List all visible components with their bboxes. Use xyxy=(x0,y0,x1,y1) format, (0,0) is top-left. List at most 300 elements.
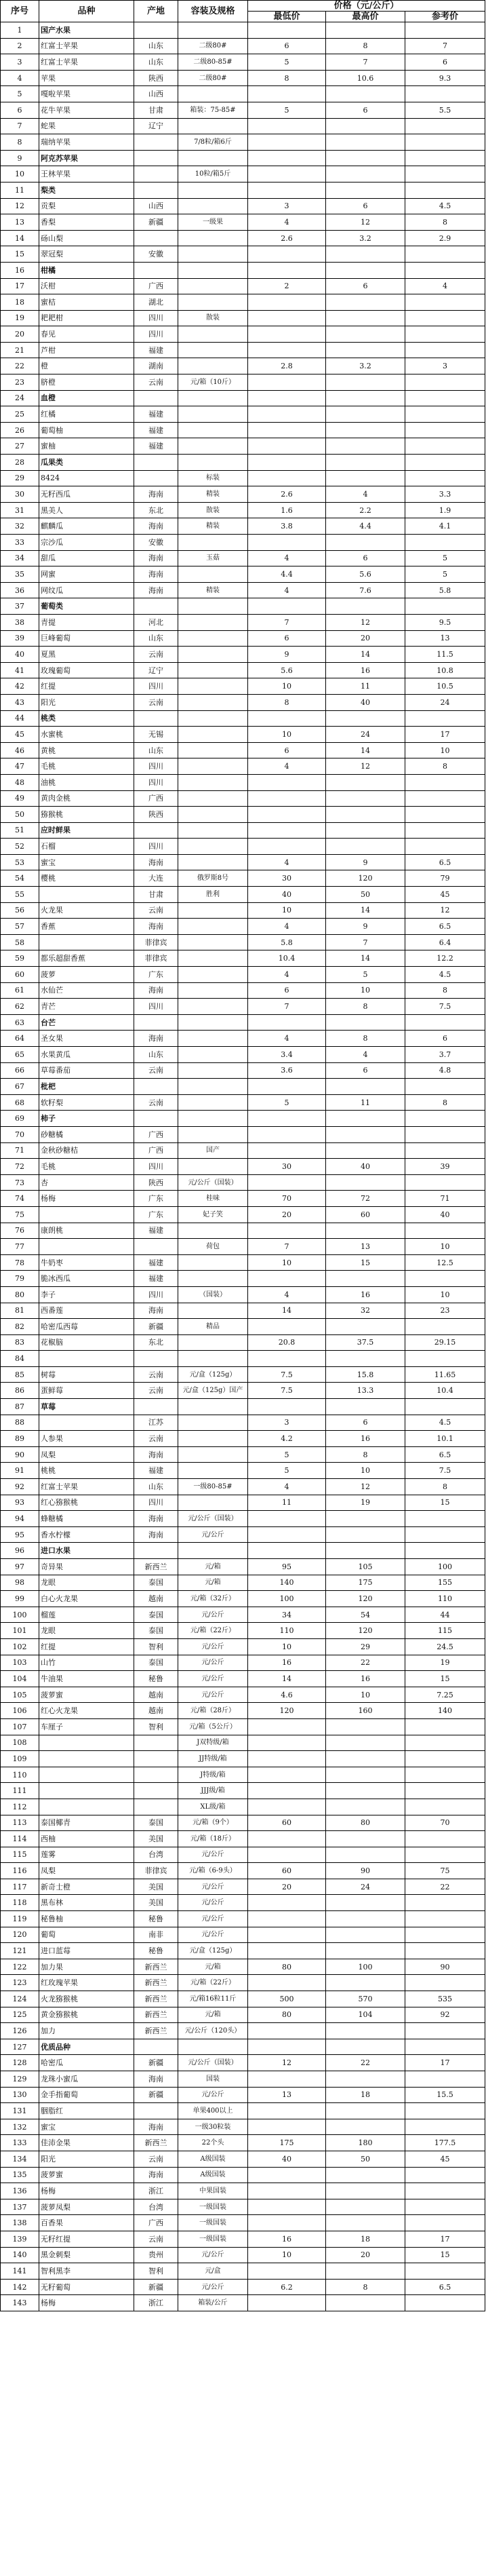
cell-spec: 元/公斤 xyxy=(178,1879,248,1895)
cell-origin: 云南 xyxy=(134,694,178,710)
cell-ref xyxy=(405,2183,485,2199)
cell-spec: 元/公斤 xyxy=(178,2279,248,2295)
cell-spec xyxy=(178,1431,248,1447)
cell-origin xyxy=(134,1351,178,1367)
cell-no: 2 xyxy=(1,38,39,54)
cell-no: 72 xyxy=(1,1159,39,1175)
cell-name: 都乐超甜香蕉 xyxy=(39,950,134,967)
cell-hi: 16 xyxy=(326,1431,405,1447)
table-row xyxy=(1,182,485,198)
cell-no: 44 xyxy=(1,710,39,727)
table-row xyxy=(1,310,485,326)
cell-lo: 6 xyxy=(248,38,326,54)
cell-origin: 福建 xyxy=(134,1463,178,1479)
cell-ref: 1.9 xyxy=(405,502,485,518)
cell-origin: 海南 xyxy=(134,1031,178,1047)
table-row xyxy=(1,1191,485,1207)
cell-spec: 二级80# xyxy=(178,38,248,54)
table-row xyxy=(1,727,485,743)
cell-ref: 45 xyxy=(405,887,485,903)
cell-name: 百香果 xyxy=(39,2215,134,2231)
cell-ref xyxy=(405,2023,485,2039)
cell-no: 29 xyxy=(1,470,39,486)
cell-name: 葡萄类 xyxy=(39,598,134,615)
cell-no: 26 xyxy=(1,422,39,438)
table-row xyxy=(1,342,485,358)
cell-origin: 海南 xyxy=(134,566,178,583)
cell-ref xyxy=(405,1735,485,1751)
cell-origin xyxy=(134,1735,178,1751)
cell-origin: 福建 xyxy=(134,422,178,438)
cell-spec: 二级80-85# xyxy=(178,54,248,71)
cell-ref: 79 xyxy=(405,870,485,887)
table-row xyxy=(1,1815,485,1831)
cell-lo: 4 xyxy=(248,550,326,566)
cell-name xyxy=(39,1767,134,1783)
cell-lo xyxy=(248,1847,326,1863)
cell-lo: 11 xyxy=(248,1495,326,1511)
cell-name: 苹果 xyxy=(39,70,134,86)
cell-ref xyxy=(405,774,485,790)
cell-spec xyxy=(178,710,248,727)
cell-hi: 10 xyxy=(326,982,405,999)
cell-name: 红富士苹果 xyxy=(39,54,134,71)
cell-name: 奇异果 xyxy=(39,1559,134,1575)
cell-origin: 新西兰 xyxy=(134,2135,178,2151)
cell-name: 血橙 xyxy=(39,390,134,406)
cell-no: 102 xyxy=(1,1638,39,1655)
cell-no: 38 xyxy=(1,614,39,630)
cell-hi xyxy=(326,1399,405,1415)
cell-ref xyxy=(405,839,485,855)
cell-origin: 新西兰 xyxy=(134,1959,178,1975)
cell-name: 蜜宝 xyxy=(39,854,134,870)
table-row xyxy=(1,1271,485,1287)
table-row xyxy=(1,294,485,311)
cell-ref: 29.15 xyxy=(405,1334,485,1351)
cell-spec: 一级30粒装 xyxy=(178,2119,248,2135)
cell-origin: 泰国 xyxy=(134,1623,178,1639)
cell-no: 64 xyxy=(1,1031,39,1047)
cell-spec: 元/公斤 xyxy=(178,1638,248,1655)
cell-hi xyxy=(326,470,405,486)
cell-lo: 1.6 xyxy=(248,502,326,518)
cell-spec: 一级国装 xyxy=(178,2215,248,2231)
cell-hi xyxy=(326,310,405,326)
table-row xyxy=(1,1687,485,1703)
cell-spec: 元/公斤 xyxy=(178,2087,248,2103)
cell-name: 网蜜 xyxy=(39,566,134,583)
table-row xyxy=(1,102,485,118)
cell-origin: 海南 xyxy=(134,550,178,566)
cell-name: 沃柑 xyxy=(39,278,134,294)
cell-lo: 4 xyxy=(248,1031,326,1047)
cell-hi: 8 xyxy=(326,1446,405,1463)
cell-no: 97 xyxy=(1,1559,39,1575)
cell-origin: 美国 xyxy=(134,1895,178,1911)
cell-name: 水蜜桃 xyxy=(39,727,134,743)
cell-ref xyxy=(405,1511,485,1527)
table-row xyxy=(1,1575,485,1591)
cell-no: 41 xyxy=(1,662,39,678)
table-row xyxy=(1,1239,485,1255)
table-row xyxy=(1,774,485,790)
cell-lo: 95 xyxy=(248,1559,326,1575)
cell-hi xyxy=(326,790,405,807)
cell-hi xyxy=(326,535,405,551)
table-row xyxy=(1,358,485,374)
cell-spec: 玉菇 xyxy=(178,550,248,566)
cell-ref xyxy=(405,807,485,823)
cell-name: 黄肉金桃 xyxy=(39,790,134,807)
cell-hi: 80 xyxy=(326,1815,405,1831)
cell-origin: 大连 xyxy=(134,870,178,887)
cell-hi: 32 xyxy=(326,1303,405,1319)
cell-lo: 7.5 xyxy=(248,1366,326,1383)
cell-name: 柑橘 xyxy=(39,262,134,278)
cell-hi xyxy=(326,294,405,311)
table-row xyxy=(1,1927,485,1943)
cell-ref xyxy=(405,2263,485,2280)
cell-spec: 俄罗斯8号 xyxy=(178,870,248,887)
cell-no: 42 xyxy=(1,678,39,695)
cell-origin: 泰国 xyxy=(134,1815,178,1831)
cell-name: 葡萄柚 xyxy=(39,422,134,438)
header-price: 价格（元/公斤） xyxy=(248,1,485,12)
table-row xyxy=(1,582,485,598)
cell-no: 28 xyxy=(1,455,39,471)
cell-lo: 5 xyxy=(248,1094,326,1111)
cell-ref: 15 xyxy=(405,1495,485,1511)
cell-no: 31 xyxy=(1,502,39,518)
cell-no: 6 xyxy=(1,102,39,118)
cell-hi: 40 xyxy=(326,1159,405,1175)
cell-hi xyxy=(326,118,405,134)
cell-no: 7 xyxy=(1,118,39,134)
cell-spec xyxy=(178,614,248,630)
cell-lo xyxy=(248,1767,326,1783)
cell-no: 128 xyxy=(1,2055,39,2071)
cell-name: 蜜桔 xyxy=(39,294,134,311)
cell-lo: 6 xyxy=(248,982,326,999)
cell-spec xyxy=(178,1254,248,1271)
cell-hi: 5 xyxy=(326,967,405,983)
cell-name: 加力果 xyxy=(39,1959,134,1975)
cell-hi xyxy=(326,2119,405,2135)
cell-spec xyxy=(178,742,248,758)
cell-origin: 四川 xyxy=(134,678,178,695)
cell-name: 莲雾 xyxy=(39,1847,134,1863)
cell-origin xyxy=(134,1543,178,1559)
table-row xyxy=(1,1735,485,1751)
cell-lo xyxy=(248,422,326,438)
table-row xyxy=(1,2119,485,2135)
table-row xyxy=(1,950,485,967)
cell-hi xyxy=(326,1943,405,1959)
cell-lo xyxy=(248,1174,326,1191)
cell-origin: 新疆 xyxy=(134,214,178,231)
cell-name: 哈密瓜西莓 xyxy=(39,1319,134,1335)
cell-spec: 元/公斤 xyxy=(178,1847,248,1863)
cell-lo: 4.4 xyxy=(248,566,326,583)
cell-hi: 120 xyxy=(326,870,405,887)
cell-lo xyxy=(248,2071,326,2088)
cell-origin: 四川 xyxy=(134,326,178,343)
cell-spec xyxy=(178,1126,248,1142)
cell-lo: 4 xyxy=(248,1479,326,1495)
cell-no: 96 xyxy=(1,1543,39,1559)
cell-hi: 570 xyxy=(326,1991,405,2007)
cell-spec xyxy=(178,1094,248,1111)
cell-origin: 甘肃 xyxy=(134,102,178,118)
cell-hi xyxy=(326,1014,405,1031)
cell-hi xyxy=(326,774,405,790)
cell-lo: 4.6 xyxy=(248,1687,326,1703)
cell-lo: 6.2 xyxy=(248,2279,326,2295)
cell-origin: 秘鲁 xyxy=(134,1943,178,1959)
cell-spec xyxy=(178,535,248,551)
table-row xyxy=(1,1479,485,1495)
cell-no: 62 xyxy=(1,999,39,1015)
cell-lo xyxy=(248,807,326,823)
cell-lo xyxy=(248,598,326,615)
table-row xyxy=(1,246,485,263)
table-row xyxy=(1,1047,485,1063)
cell-spec: 标装 xyxy=(178,470,248,486)
cell-origin: 广东 xyxy=(134,1191,178,1207)
table-row xyxy=(1,1543,485,1559)
cell-name: 树莓 xyxy=(39,1366,134,1383)
cell-name: 新奇士橙 xyxy=(39,1879,134,1895)
cell-name xyxy=(39,1351,134,1367)
cell-hi: 14 xyxy=(326,950,405,967)
cell-hi: 4.4 xyxy=(326,518,405,535)
cell-hi xyxy=(326,86,405,102)
cell-origin: 甘肃 xyxy=(134,887,178,903)
cell-no: 123 xyxy=(1,1975,39,1991)
cell-ref xyxy=(405,455,485,471)
cell-hi: 10 xyxy=(326,1687,405,1703)
cell-spec xyxy=(178,118,248,134)
cell-lo xyxy=(248,390,326,406)
cell-no: 109 xyxy=(1,1751,39,1767)
table-row xyxy=(1,1495,485,1511)
cell-spec: 元/箱（6-9头） xyxy=(178,1863,248,1879)
cell-hi: 6 xyxy=(326,198,405,214)
cell-origin xyxy=(134,1767,178,1783)
cell-origin: 海南 xyxy=(134,919,178,935)
cell-ref xyxy=(405,246,485,263)
cell-name: 杨梅 xyxy=(39,2295,134,2311)
cell-no: 73 xyxy=(1,1174,39,1191)
cell-hi xyxy=(326,839,405,855)
cell-lo xyxy=(248,1718,326,1735)
cell-hi xyxy=(326,1718,405,1735)
cell-hi xyxy=(326,374,405,391)
cell-ref: 10 xyxy=(405,1239,485,1255)
cell-hi: 29 xyxy=(326,1638,405,1655)
cell-spec: 箱装：75-85# xyxy=(178,102,248,118)
cell-name: 红富士苹果 xyxy=(39,1479,134,1495)
cell-hi: 15 xyxy=(326,1254,405,1271)
table-row xyxy=(1,1062,485,1079)
cell-name: 红富士苹果 xyxy=(39,38,134,54)
cell-spec xyxy=(178,790,248,807)
cell-name: 胭脂红 xyxy=(39,2103,134,2119)
cell-no: 13 xyxy=(1,214,39,231)
cell-no: 17 xyxy=(1,278,39,294)
cell-no: 114 xyxy=(1,1831,39,1847)
table-row xyxy=(1,614,485,630)
cell-no: 51 xyxy=(1,822,39,839)
cell-hi: 5.6 xyxy=(326,566,405,583)
cell-no: 118 xyxy=(1,1895,39,1911)
cell-hi xyxy=(326,1735,405,1751)
cell-spec xyxy=(178,1495,248,1511)
table-row xyxy=(1,2055,485,2071)
table-row xyxy=(1,22,485,39)
cell-name: 脆冰西瓜 xyxy=(39,1271,134,1287)
cell-origin: 云南 xyxy=(134,1431,178,1447)
cell-origin: 智利 xyxy=(134,2263,178,2280)
cell-lo: 4 xyxy=(248,214,326,231)
table-row xyxy=(1,1142,485,1159)
cell-lo: 30 xyxy=(248,1159,326,1175)
cell-origin: 新西兰 xyxy=(134,2007,178,2023)
cell-hi xyxy=(326,1767,405,1783)
cell-ref: 9.5 xyxy=(405,614,485,630)
cell-no: 50 xyxy=(1,807,39,823)
cell-spec xyxy=(178,758,248,775)
cell-ref: 5.8 xyxy=(405,582,485,598)
cell-ref: 6.4 xyxy=(405,934,485,950)
cell-spec: 荷包 xyxy=(178,1239,248,1255)
cell-ref: 4 xyxy=(405,278,485,294)
table-row xyxy=(1,1511,485,1527)
cell-no: 30 xyxy=(1,486,39,503)
cell-spec xyxy=(178,902,248,919)
cell-origin xyxy=(134,1783,178,1799)
cell-origin xyxy=(134,2103,178,2119)
cell-name: 山竹 xyxy=(39,1655,134,1671)
table-row xyxy=(1,1895,485,1911)
cell-spec: 一级80-85# xyxy=(178,1479,248,1495)
cell-ref xyxy=(405,1319,485,1335)
table-row xyxy=(1,1751,485,1767)
cell-lo: 5.6 xyxy=(248,662,326,678)
cell-ref: 90 xyxy=(405,1959,485,1975)
table-row xyxy=(1,2151,485,2167)
cell-lo: 60 xyxy=(248,1863,326,1879)
cell-ref: 5 xyxy=(405,566,485,583)
cell-lo xyxy=(248,118,326,134)
table-row xyxy=(1,1366,485,1383)
cell-no: 90 xyxy=(1,1446,39,1463)
cell-spec xyxy=(178,455,248,471)
table-row xyxy=(1,1638,485,1655)
cell-ref: 71 xyxy=(405,1191,485,1207)
cell-name: 阳光 xyxy=(39,2151,134,2167)
table-row xyxy=(1,438,485,455)
table-row xyxy=(1,2215,485,2231)
cell-hi xyxy=(326,1142,405,1159)
cell-origin: 东北 xyxy=(134,1334,178,1351)
cell-name: 智利黑李 xyxy=(39,2263,134,2280)
cell-lo xyxy=(248,1799,326,1815)
cell-hi: 6 xyxy=(326,102,405,118)
cell-hi xyxy=(326,1111,405,1127)
cell-no: 119 xyxy=(1,1911,39,1927)
cell-lo: 8 xyxy=(248,694,326,710)
cell-no: 100 xyxy=(1,1607,39,1623)
cell-lo xyxy=(248,470,326,486)
cell-ref: 4.5 xyxy=(405,1415,485,1431)
cell-lo xyxy=(248,455,326,471)
cell-lo xyxy=(248,710,326,727)
table-row xyxy=(1,502,485,518)
cell-name: 西柚 xyxy=(39,1831,134,1847)
cell-origin: 秘鲁 xyxy=(134,1911,178,1927)
cell-spec xyxy=(178,262,248,278)
cell-origin: 福建 xyxy=(134,342,178,358)
header-spec: 容装及规格 xyxy=(178,1,248,22)
table-row xyxy=(1,470,485,486)
table-row xyxy=(1,598,485,615)
cell-name: 阳光 xyxy=(39,694,134,710)
cell-ref: 4.1 xyxy=(405,518,485,535)
cell-name: 火龙猕猴桃 xyxy=(39,1991,134,2007)
cell-ref: 17 xyxy=(405,2231,485,2247)
cell-spec xyxy=(178,1031,248,1047)
cell-name xyxy=(39,1799,134,1815)
cell-name: 凤梨 xyxy=(39,1863,134,1879)
cell-lo: 2 xyxy=(248,278,326,294)
cell-ref: 75 xyxy=(405,1863,485,1879)
cell-ref: 7.5 xyxy=(405,999,485,1015)
cell-hi: 37.5 xyxy=(326,1334,405,1351)
cell-hi: 50 xyxy=(326,2151,405,2167)
header-high: 最高价 xyxy=(326,12,405,22)
cell-hi: 13 xyxy=(326,1239,405,1255)
cell-spec: 精品 xyxy=(178,1319,248,1335)
cell-name: 油桃 xyxy=(39,774,134,790)
table-row xyxy=(1,2039,485,2055)
cell-hi: 3.2 xyxy=(326,358,405,374)
cell-origin: 陕西 xyxy=(134,1174,178,1191)
cell-lo xyxy=(248,1975,326,1991)
table-row xyxy=(1,2247,485,2263)
cell-lo: 60 xyxy=(248,1815,326,1831)
cell-name: 秘鲁柚 xyxy=(39,1911,134,1927)
cell-ref: 10.4 xyxy=(405,1383,485,1399)
table-row xyxy=(1,422,485,438)
cell-lo xyxy=(248,1783,326,1799)
cell-no: 57 xyxy=(1,919,39,935)
cell-ref xyxy=(405,1911,485,1927)
cell-spec xyxy=(178,294,248,311)
cell-spec: 元/箱（28斤） xyxy=(178,1703,248,1719)
cell-lo: 4 xyxy=(248,854,326,870)
cell-ref xyxy=(405,822,485,839)
table-row xyxy=(1,1831,485,1847)
cell-origin: 陕西 xyxy=(134,807,178,823)
cell-name: 葡萄 xyxy=(39,1927,134,1943)
cell-spec xyxy=(178,182,248,198)
header-low: 最低价 xyxy=(248,12,326,22)
cell-origin: 四川 xyxy=(134,1159,178,1175)
cell-ref xyxy=(405,1223,485,1239)
cell-spec: 元/箱（32斤） xyxy=(178,1591,248,1607)
